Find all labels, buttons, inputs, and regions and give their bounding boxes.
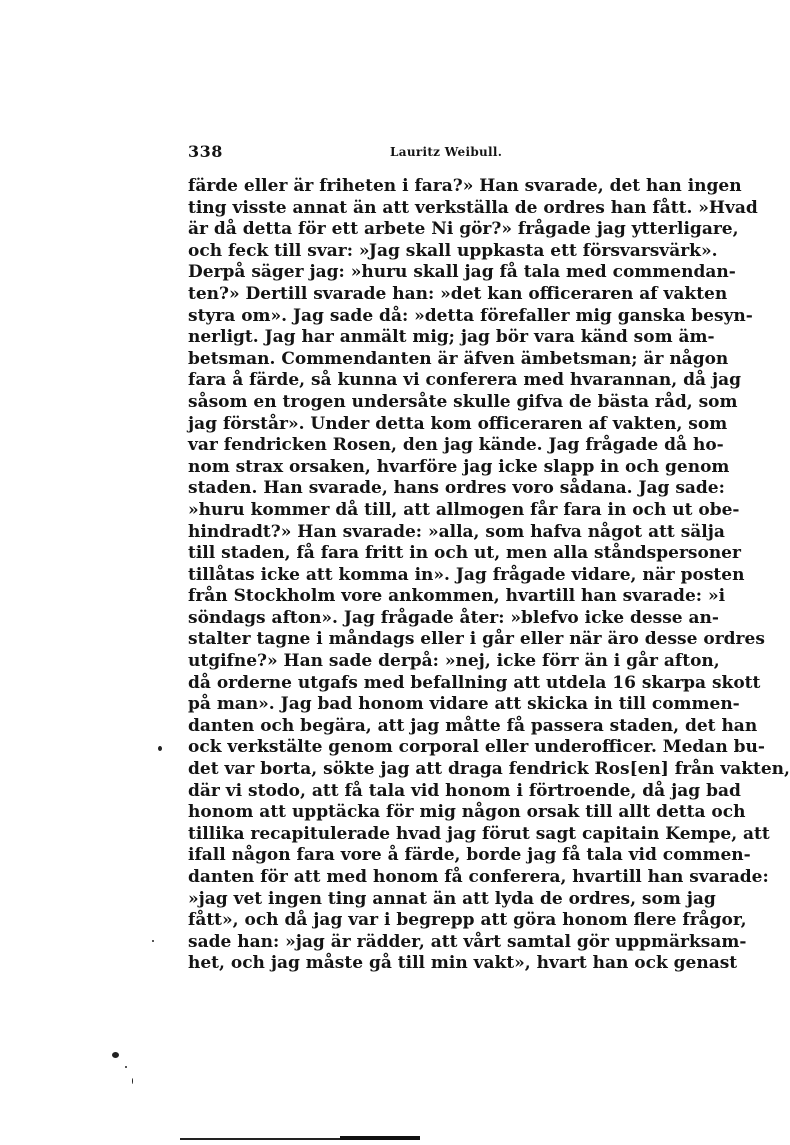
text-line: hindradt?» Han svarade: »alla, som hafva något att sälja	[188, 521, 725, 542]
text-line: danten för att med honom få conferera, hvartill han svarade:	[188, 867, 769, 887]
text-line: fått», och då jag var i begrepp att göra honom flere frågor,	[188, 910, 747, 931]
text-line: honom att upptäcka för mig någon orsak till allt detta och	[188, 802, 746, 823]
body-text	[188, 176, 790, 975]
text-line: utgifne?» Han sade derpå: »nej, icke förr än i går afton,	[188, 651, 720, 672]
text-line: het, och jag måste gå till min vakt», hvart han ock genast	[188, 953, 738, 974]
text-line: sade han: »jag är rädder, att vårt samtal gör uppmärksam-	[188, 931, 747, 952]
text-line: var fendricken Rosen, den jag kände. Jag frågade då ho-	[188, 435, 724, 456]
text-line: till staden, få fara fritt in och ut, men alla ståndspersoner	[188, 543, 741, 564]
text-line: då orderne utgafs med befallning att utdela 16 skarpa skott	[188, 672, 761, 693]
running-head	[188, 140, 712, 166]
text-line: ting visste annat än att verkställa de ordres han fått. »Hvad	[188, 197, 758, 218]
running-title: Lauritz Weibull.	[390, 145, 503, 159]
text-line: på man». Jag bad honom vidare att skicka in till commen-	[188, 694, 740, 715]
text-line: jag förstår». Under detta kom officeraren af vakten, som	[188, 413, 728, 434]
page-number: 338	[188, 142, 223, 161]
text-line: är då detta för ett arbete Ni gör?» frågade jag ytterligare,	[188, 219, 739, 240]
text-line: ock verkstälte genom corporal eller underofficer. Medan bu-	[188, 737, 765, 758]
scan-speck	[158, 746, 162, 751]
text-line: betsman. Commendanten är äfven ämbetsman; är någon	[188, 348, 729, 369]
text-line: såsom en trogen undersåte skulle gifva de bästa råd, som	[188, 391, 738, 412]
scan-speck	[112, 1052, 119, 1058]
text-line: nerligt. Jag har anmält mig; jag bör vara känd som äm-	[188, 327, 715, 348]
text-line: styra om». Jag sade då: »detta förefaller mig ganska besyn-	[188, 305, 753, 326]
text-line: »huru kommer då till, att allmogen får fara in och ut obe-	[188, 499, 740, 520]
text-line: fara å färde, så kunna vi conferera med hvarannan, då jag	[188, 370, 742, 391]
text-line: danten och begära, att jag måtte få passera staden, det han	[188, 715, 758, 736]
text-line: stalter tagne i måndags eller i går eller när äro desse ordres	[188, 629, 765, 650]
text-line: staden. Han svarade, hans ordres voro sådana. Jag sade:	[188, 478, 725, 499]
text-line: »jag vet ingen ting annat än att lyda de ordres, som jag	[188, 888, 716, 909]
text-line: det var borta, sökte jag att draga fendrick Ros[en] från vakten,	[188, 759, 790, 780]
text-line: och feck till svar: »Jag skall uppkasta ett försvarsvärk».	[188, 240, 718, 261]
text-line: ten?» Dertill svarade han: »det kan officeraren af vakten	[188, 283, 728, 304]
text-line: tillåtas icke att komma in». Jag frågade vidare, när posten	[188, 564, 745, 585]
text-line: färde eller är friheten i fara?» Han svarade, det han ingen	[188, 176, 742, 196]
text-line: tillika recapitulerade hvad jag förut sagt capitain Kempe, att	[188, 823, 770, 844]
scan-edge-rule-thick	[340, 1136, 420, 1140]
text-line: där vi stodo, att få tala vid honom i förtroende, då jag bad	[188, 780, 741, 801]
text-line: Derpå säger jag: »huru skall jag få tala med commendan-	[188, 262, 736, 283]
text-line: från Stockholm vore ankommen, hvartill han svarade: »i	[188, 586, 726, 607]
scan-speck	[132, 1078, 133, 1084]
text-line: söndags afton». Jag frågade åter: »blefvo icke desse an-	[188, 607, 719, 628]
text-line: ifall någon fara vore å färde, borde jag få tala vid commen-	[188, 845, 751, 866]
scan-speck	[125, 1066, 127, 1068]
scan-speck	[152, 940, 154, 942]
text-line: nom strax orsaken, hvarföre jag icke slapp in och genom	[188, 456, 730, 477]
